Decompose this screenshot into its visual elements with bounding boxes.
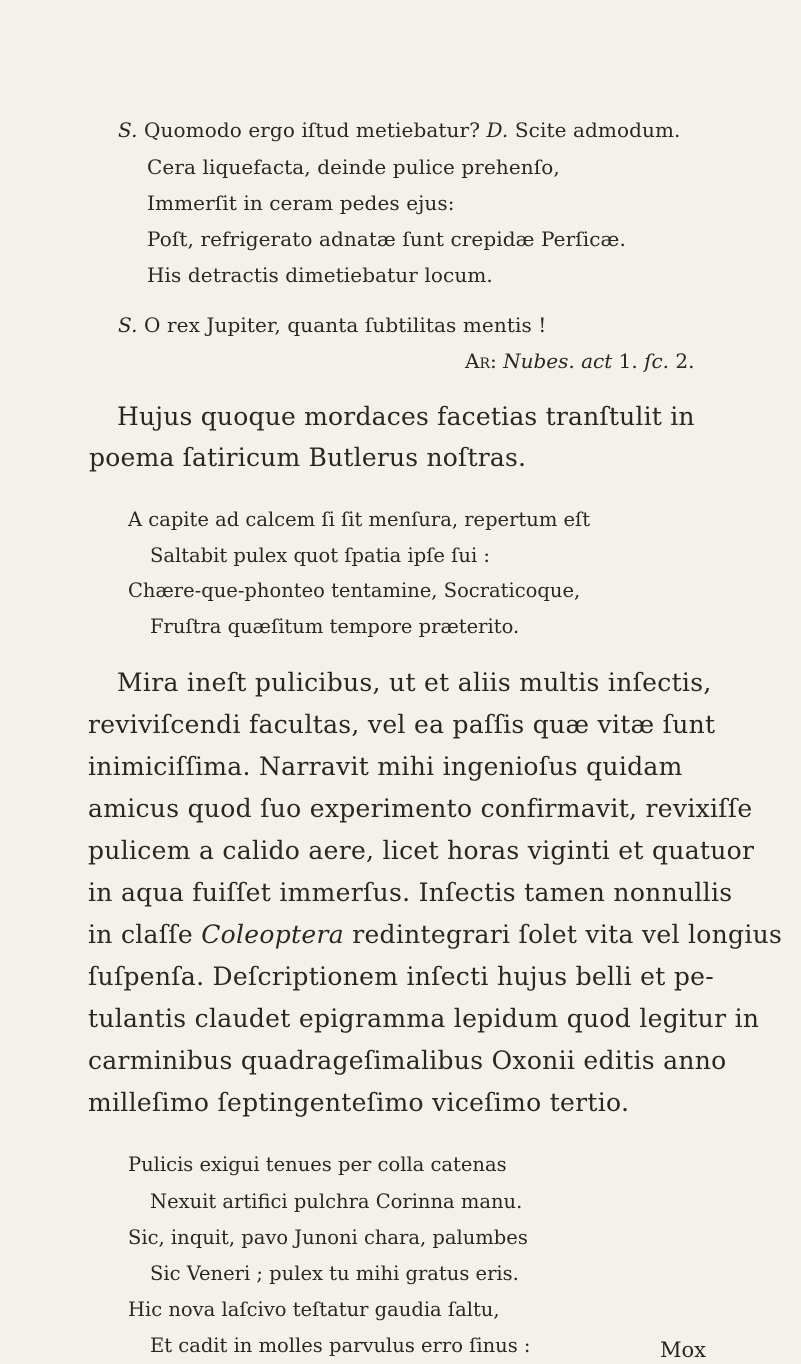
dialogue-line-1 [118, 118, 681, 142]
paragraph2-line [88, 920, 782, 949]
citation-scene: ſc. [644, 349, 670, 373]
dialogue-text: Immerſit in ceram pedes ejus: [147, 191, 455, 215]
dialogue-text: Cera liquefacta, deinde pulice prehenſo, [147, 155, 560, 179]
citation [465, 349, 695, 373]
paragraph2-text: in claſſe [88, 920, 193, 949]
citation-act-number: 1. [618, 349, 638, 373]
dialogue-line-6 [118, 313, 546, 337]
speaker-label: S. [118, 313, 138, 337]
verse2-line: Nexuit artifici pulchra Corinna manu. [150, 1190, 523, 1213]
paragraph2-line: pulicem a calido aere, licet horas viginti et quatuor [88, 836, 755, 865]
dialogue-text: O rex Jupiter, quanta ſubtilitas mentis ! [144, 313, 547, 337]
dialogue-line-4 [147, 227, 626, 251]
citation-act: act [581, 349, 613, 373]
dialogue-line-3 [147, 191, 455, 215]
paragraph2-italic-term: Coleoptera [201, 920, 344, 949]
dialogue-text: Poſt, refrigerato adnatæ ſunt crepidæ Perſicæ. [147, 227, 626, 251]
citation-author: Ar: [465, 349, 497, 373]
catchword: Mox [660, 1338, 706, 1362]
verse2-line: Hic nova laſcivo teſtatur gaudia ſaltu, [128, 1298, 500, 1321]
paragraph2-text: redintegrari ſolet vita vel longius [352, 920, 783, 949]
paragraph2-line: amicus quod ſuo experimento confirmavit, revixiſſe [88, 794, 753, 823]
citation-work: Nubes. [503, 349, 575, 373]
verse1-line: A capite ad calcem ſi ſit menſura, repertum eſt [128, 508, 591, 531]
verse1-line: Fruſtra quæſitum tempore præterito. [150, 615, 520, 638]
dialogue-line-5 [147, 263, 493, 287]
dialogue-line-2 [147, 155, 560, 179]
verse2-line: Pulicis exigui tenues per colla catenas [128, 1153, 507, 1176]
paragraph2-line: Mira ineſt pulicibus, ut et aliis multis inſectis, [117, 668, 712, 697]
paragraph2-line: ſuſpenſa. Deſcriptionem inſecti hujus belli et pe- [88, 962, 714, 991]
dialogue-text: Scite admodum. [514, 118, 681, 142]
paragraph1-line: poema ſatiricum Butlerus noſtras. [89, 443, 527, 472]
verse1-line: Chære-que-phonteo tentamine, Socraticoque, [128, 579, 581, 602]
paragraph2-line: carminibus quadrageſimalibus Oxonii editis anno [88, 1046, 727, 1075]
verse2-line: Et cadit in molles parvulus erro ſinus : [150, 1334, 531, 1357]
paragraph2-line: reviviſcendi facultas, vel ea paſſis quæ vitæ ſunt [88, 710, 716, 739]
paragraph2-line: inimiciſſima. Narravit mihi ingenioſus quidam [88, 752, 683, 781]
verse2-line: Sic Veneri ; pulex tu mihi gratus eris. [150, 1262, 519, 1285]
citation-scene-number: 2. [675, 349, 695, 373]
paragraph2-line: tulantis claudet epigramma lepidum quod legitur in [88, 1004, 760, 1033]
paragraph2-line: in aqua fuiſſet immerſus. Inſectis tamen nonnullis [88, 878, 733, 907]
dialogue-text: Quomodo ergo iſtud metiebatur? [144, 118, 481, 142]
speaker-label: D. [486, 118, 509, 142]
verse1-line: Saltabit pulex quot ſpatia ipſe ſui : [150, 544, 490, 567]
paragraph2-line: milleſimo ſeptingenteſimo viceſimo tertio. [88, 1088, 630, 1117]
dialogue-text: His detractis dimetiebatur locum. [147, 263, 493, 287]
paragraph1-line: Hujus quoque mordaces facetias tranſtulit in [117, 402, 695, 431]
verse2-line: Sic, inquit, pavo Junoni chara, palumbes [128, 1226, 528, 1249]
speaker-label: S. [118, 118, 138, 142]
